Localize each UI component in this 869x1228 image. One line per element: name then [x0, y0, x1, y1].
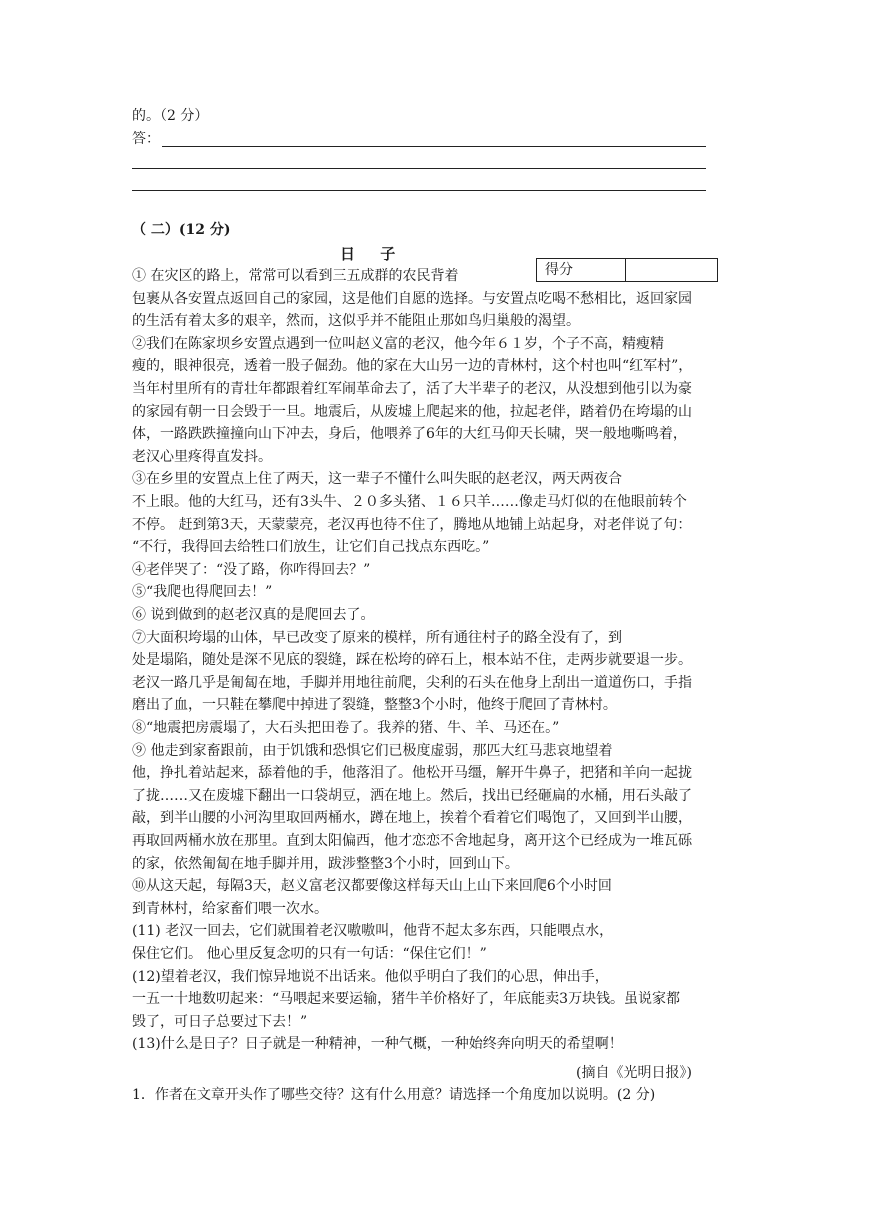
article-line: 敲，到半山腰的小河沟里取回两桶水，蹲在地上，挨着个看着它们喝饱了，又回到半山腰，	[132, 810, 692, 827]
article-line: 不停。 赶到第3天，天蒙蒙亮，老汉再也待不住了，腾地从地铺上站起身，对老伴说了句：	[132, 516, 692, 533]
article-line: 体，一路跌跌撞撞向山下冲去，身后，他喂养了6年的大红马仰天长啸，哭一般地嘶鸣着，	[132, 426, 687, 443]
article-line: 他，挣扎着站起来，舔着他的手，他落泪了。他松开马缰，解开牛鼻子，把猪和羊向一起拢	[132, 765, 692, 782]
section-heading: （ 二）(12 分)	[132, 222, 231, 238]
article-line: ⑧“地震把房震塌了，大石头把田卷了。我养的猪、牛、羊、马还在。”	[132, 720, 560, 736]
article-line: ②我们在陈家坝乡安置点遇到一位叫赵义富的老汉，他今年６１岁，个子不高，精瘦精	[132, 335, 664, 352]
article-line: 处是塌陷，随处是深不见底的裂缝，踩在松垮的碎石上，根本站不住，走两步就要退一步。	[132, 652, 692, 669]
article-line: 了拢……又在废墟下翻出一口袋胡豆，洒在地上。然后，找出已经砸扁的水桶，用石头敲了	[132, 787, 692, 804]
article-line: 到青林村，给家畜们喂一次水。	[132, 900, 328, 917]
article-line: 磨出了血，一只鞋在攀爬中掉进了裂缝，整整3个小时，他终于爬回了青林村。	[132, 697, 617, 714]
article-line: 保住它们。 他心里反复念叨的只有一句话：“保住它们！”	[132, 946, 487, 962]
answer-line-1[interactable]	[162, 146, 706, 147]
article-line: 再取回两桶水放在那里。直到太阳偏西，他才恋恋不舍地起身，离开这个已经成为一堆瓦砾	[132, 833, 692, 849]
article-line: ① 在灾区的路上，常常可以看到三五成群的农民背着	[132, 268, 459, 284]
article-line: 的家园有朝一日会毁于一旦。地震后，从废墟上爬起来的他，拉起老伴，踏着仍在垮塌的山	[132, 403, 692, 420]
prev-question-tail: 的。（2 分）	[132, 108, 209, 124]
question-1: 1．作者在文章开头作了哪些交待？这有什么用意？请选择一个角度加以说明。(2 分)	[132, 1087, 656, 1103]
article-line: 包裹从各安置点返回自己的家园，这是他们自愿的选择。与安置点吃喝不愁相比，返回家园	[132, 290, 692, 307]
answer-line-3[interactable]	[132, 190, 706, 191]
article-source: (摘自《光明日报》)	[576, 1065, 692, 1081]
article-line: 不上眼。他的大红马，还有3头牛、２０多头猪、１６只羊……像走马灯似的在他眼前转个	[132, 494, 687, 510]
article-line: (11) 老汉一回去，它们就围着老汉嗷嗷叫，他背不起太多东西，只能喂点水，	[132, 923, 614, 940]
article-line: 当年村里所有的青壮年都跟着红军闹革命去了，活了大半辈子的老汉，从没想到他引以为豪	[132, 381, 692, 397]
article-line: ⑩从这天起，每隔3天，赵义富老汉都要像这样每天山上山下来回爬6个小时回	[132, 878, 612, 895]
article-line: 老汉心里疼得直发抖。	[132, 448, 272, 465]
article-line: ⑤“我爬也得爬回去！”	[132, 584, 273, 601]
answer-label: 答：	[132, 131, 160, 147]
article-line: 一五一十地数叨起来：“马喂起来要运输，猪牛羊价格好了，年底能卖3万块钱。虽说家都	[132, 991, 681, 1008]
article-title: 日 子	[340, 245, 406, 263]
article-line: 的生活有着太多的艰辛，然而，这似乎并不能阻止那如鸟归巢般的渴望。	[132, 313, 580, 330]
article-line: 毁了，可日子总要过下去！”	[132, 1013, 308, 1030]
answer-line-2[interactable]	[132, 168, 706, 169]
article-line: ⑥ 说到做到的赵老汉真的是爬回去了。	[132, 607, 375, 623]
article-line: “不行，我得回去给牲口们放生，让它们自己找点东西吃。”	[132, 539, 490, 556]
score-label: 得分	[537, 259, 626, 281]
article-line: ⑨ 他走到家畜跟前，由于饥饿和恐惧它们已极度虚弱，那匹大红马悲哀地望着	[132, 742, 613, 759]
article-line: 老汉一路几乎是匍匐在地，手脚并用地往前爬，尖利的石头在他身上刮出一道道伤口，手指	[132, 674, 692, 691]
article-line: (12)望着老汉，我们惊异地说不出话来。他似乎明白了我们的心思，伸出手，	[132, 968, 609, 985]
article-line: (13)什么是日子？日子就是一种精神，一种气概，一种始终奔向明天的希望啊！	[132, 1036, 623, 1053]
article-line: ④老伴哭了：“没了路，你咋得回去？”	[132, 561, 371, 578]
article-line: 的家，依然匍匐在地手脚并用，跋涉整整3个小时，回到山下。	[132, 855, 519, 872]
article-line: ③在乡里的安置点上住了两天，这一辈子不懂什么叫失眠的赵老汉，两天两夜合	[132, 471, 622, 488]
article-line: ⑦大面积垮塌的山体，早已改变了原来的模样，所有通往村子的路全没有了，到	[132, 629, 622, 646]
article-line: 瘦的，眼神很亮，透着一股子倔劲。他的家在大山另一边的青林村，这个村也叫“红军村”，	[132, 358, 693, 375]
